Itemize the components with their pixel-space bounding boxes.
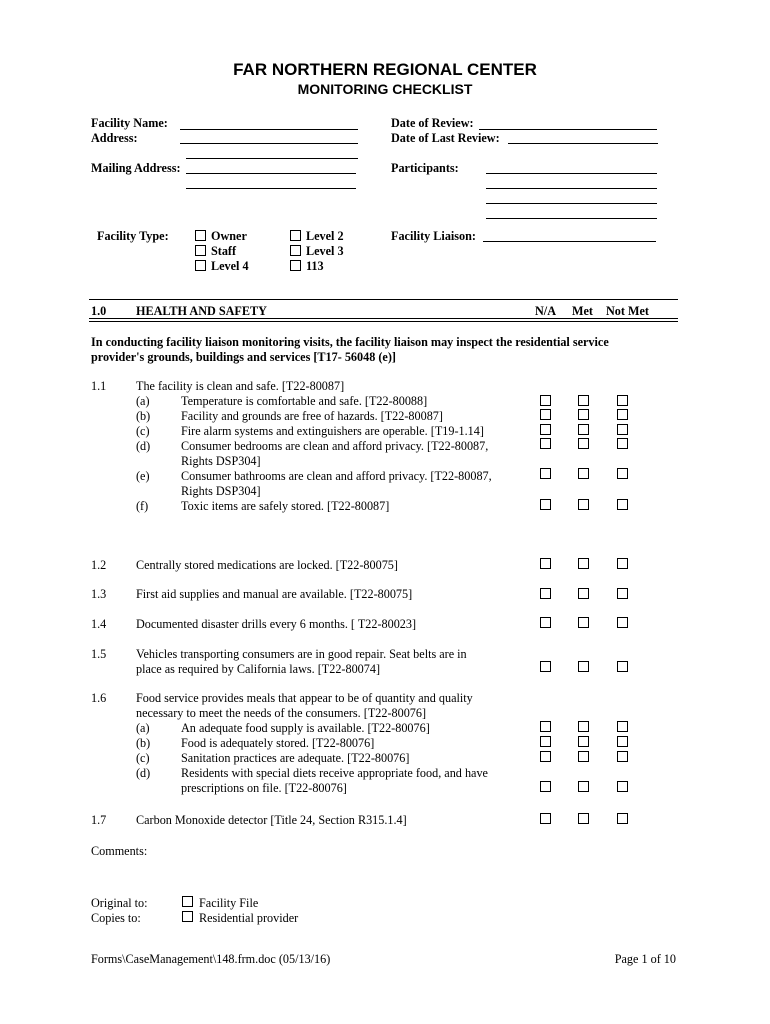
item-1-7-number: 1.7 — [91, 813, 107, 827]
level-3-checkbox[interactable] — [290, 245, 301, 256]
item-1-1a-na-checkbox[interactable] — [540, 395, 551, 406]
item-1-6b-met-checkbox[interactable] — [578, 736, 589, 747]
item-1-6a-text: An adequate food supply is available. [T22-80076] — [181, 721, 430, 735]
date-of-review-field[interactable] — [479, 129, 657, 130]
item-1-2-not-met-checkbox[interactable] — [617, 558, 628, 569]
item-1-1b-letter: (b) — [136, 409, 151, 423]
address-field[interactable] — [180, 143, 358, 144]
item-1-6a-met-checkbox[interactable] — [578, 721, 589, 732]
participants-field-2[interactable] — [486, 188, 657, 189]
item-1-6a-not-met-checkbox[interactable] — [617, 721, 628, 732]
item-1-6d-met-checkbox[interactable] — [578, 781, 589, 792]
item-1-6b-not-met-checkbox[interactable] — [617, 736, 628, 747]
item-1-4-number: 1.4 — [91, 617, 107, 631]
item-1-1f-letter: (f) — [136, 499, 149, 513]
item-1-1c-na-checkbox[interactable] — [540, 424, 551, 435]
item-1-1f-not-met-checkbox[interactable] — [617, 499, 628, 510]
participants-field-4[interactable] — [486, 218, 657, 219]
item-1-7-not-met-checkbox[interactable] — [617, 813, 628, 824]
item-1-3-na-checkbox[interactable] — [540, 588, 551, 599]
item-1-1a-met-checkbox[interactable] — [578, 395, 589, 406]
residential-provider-checkbox[interactable] — [182, 911, 193, 922]
level-4-label: Level 4 — [211, 259, 249, 273]
item-1-5-text-line-1: Vehicles transporting consumers are in good repair. Seat belts are in — [136, 647, 467, 661]
owner-label: Owner — [211, 229, 247, 243]
item-1-6d-text-line-1: Residents with special diets receive appropriate food, and have — [181, 766, 488, 780]
item-1-5-text-line-2: place as required by California laws. [T22-80074] — [136, 662, 381, 676]
item-1-5-number: 1.5 — [91, 647, 107, 661]
item-1-1-text: The facility is clean and safe. [T22-80087] — [136, 379, 345, 393]
comments-label: Comments: — [91, 844, 148, 858]
facility-name-label: Facility Name: — [91, 116, 168, 130]
facility-type-label: Facility Type: — [97, 229, 169, 243]
item-1-6c-not-met-checkbox[interactable] — [617, 751, 628, 762]
residential-provider-label: Residential provider — [199, 911, 299, 925]
level-4-checkbox[interactable] — [195, 260, 206, 271]
item-1-6d-not-met-checkbox[interactable] — [617, 781, 628, 792]
item-1-6b-text: Food is adequately stored. [T22-80076] — [181, 736, 375, 750]
item-1-1e-met-checkbox[interactable] — [578, 468, 589, 479]
column-header-met: Met — [572, 304, 593, 318]
item-1-1e-text-line-1: Consumer bathrooms are clean and afford privacy. [T22-80087, — [181, 469, 492, 483]
item-1-4-text: Documented disaster drills every 6 months. [ T22-80023] — [136, 617, 417, 631]
facility-file-checkbox[interactable] — [182, 896, 193, 907]
item-1-6-text-line-2: necessary to meet the needs of the consumers. [T22-80076] — [136, 706, 427, 720]
document-title: FAR NORTHERN REGIONAL CENTER — [233, 60, 537, 79]
form-path: Forms\CaseManagement\148.frm.doc (05/13/16) — [91, 952, 331, 966]
participants-field-1[interactable] — [486, 173, 657, 174]
level-2-checkbox[interactable] — [290, 230, 301, 241]
item-1-7-met-checkbox[interactable] — [578, 813, 589, 824]
item-1-1b-not-met-checkbox[interactable] — [617, 409, 628, 420]
date-of-last-review-label: Date of Last Review: — [391, 131, 500, 145]
item-1-4-na-checkbox[interactable] — [540, 617, 551, 628]
section-top-rule — [89, 299, 678, 300]
owner-checkbox[interactable] — [195, 230, 206, 241]
date-of-last-review-field[interactable] — [508, 143, 658, 144]
item-1-5-met-checkbox[interactable] — [578, 661, 589, 672]
item-1-1f-na-checkbox[interactable] — [540, 499, 551, 510]
item-1-1f-text: Toxic items are safely stored. [T22-80087] — [181, 499, 390, 513]
section-number: 1.0 — [91, 304, 107, 318]
facility-liaison-label: Facility Liaison: — [391, 229, 476, 243]
section-rule-2 — [89, 321, 678, 322]
item-1-1d-letter: (d) — [136, 439, 151, 453]
section-title: HEALTH AND SAFETY — [136, 304, 267, 318]
item-1-1b-text: Facility and grounds are free of hazards. [T22-80087] — [181, 409, 443, 423]
item-1-1d-not-met-checkbox[interactable] — [617, 438, 628, 449]
document-subtitle: MONITORING CHECKLIST — [297, 81, 473, 97]
item-1-1c-letter: (c) — [136, 424, 150, 438]
item-1-2-text: Centrally stored medications are locked. [T22-80075] — [136, 558, 398, 572]
original-to-label: Original to: — [91, 896, 148, 910]
section-rule-1 — [89, 318, 678, 319]
column-header-na: N/A — [535, 304, 556, 318]
item-1-6c-met-checkbox[interactable] — [578, 751, 589, 762]
item-1-6a-letter: (a) — [136, 721, 150, 735]
item-1-1e-text-line-2: Rights DSP304] — [181, 484, 261, 498]
item-1-7-text: Carbon Monoxide detector [Title 24, Section R315.1.4] — [136, 813, 407, 827]
level-3-label: Level 3 — [306, 244, 344, 258]
participants-field-3[interactable] — [486, 203, 657, 204]
mailing-address-field-line-2[interactable] — [186, 188, 356, 189]
type-113-checkbox[interactable] — [290, 260, 301, 271]
item-1-6a-na-checkbox[interactable] — [540, 721, 551, 732]
item-1-1a-text: Temperature is comfortable and safe. [T22-80088] — [181, 394, 428, 408]
section-intro-line-2: provider's grounds, buildings and services [T17- 56048 (e)] — [91, 350, 396, 364]
facility-liaison-field[interactable] — [483, 241, 656, 242]
type-113-label: 113 — [306, 259, 324, 273]
staff-checkbox[interactable] — [195, 245, 206, 256]
item-1-6d-letter: (d) — [136, 766, 151, 780]
column-header-not-met: Not Met — [606, 304, 649, 318]
facility-file-label: Facility File — [199, 896, 259, 910]
item-1-2-number: 1.2 — [91, 558, 107, 572]
participants-label: Participants: — [391, 161, 459, 175]
item-1-1-number: 1.1 — [91, 379, 107, 393]
item-1-4-met-checkbox[interactable] — [578, 617, 589, 628]
item-1-6b-na-checkbox[interactable] — [540, 736, 551, 747]
section-intro-line-1: In conducting facility liaison monitoring visits, the facility liaison may inspect the residential service — [91, 335, 609, 349]
item-1-3-text: First aid supplies and manual are available. [T22-80075] — [136, 587, 413, 601]
item-1-1a-letter: (a) — [136, 394, 150, 408]
item-1-5-na-checkbox[interactable] — [540, 661, 551, 672]
item-1-6-text-line-1: Food service provides meals that appear to be of quantity and quality — [136, 691, 473, 705]
item-1-1d-text-line-2: Rights DSP304] — [181, 454, 261, 468]
item-1-6c-letter: (c) — [136, 751, 150, 765]
item-1-1f-met-checkbox[interactable] — [578, 499, 589, 510]
item-1-6c-text: Sanitation practices are adequate. [T22-80076] — [181, 751, 410, 765]
level-2-label: Level 2 — [306, 229, 344, 243]
facility-name-field[interactable] — [180, 129, 358, 130]
item-1-2-met-checkbox[interactable] — [578, 558, 589, 569]
date-of-review-label: Date of Review: — [391, 116, 474, 130]
item-1-1d-na-checkbox[interactable] — [540, 438, 551, 449]
item-1-6c-na-checkbox[interactable] — [540, 751, 551, 762]
item-1-3-met-checkbox[interactable] — [578, 588, 589, 599]
item-1-1d-text-line-1: Consumer bedrooms are clean and afford privacy. [T22-80087, — [181, 439, 489, 453]
address-field-line-2[interactable] — [186, 158, 358, 159]
item-1-6d-na-checkbox[interactable] — [540, 781, 551, 792]
item-1-1e-not-met-checkbox[interactable] — [617, 468, 628, 479]
item-1-6b-letter: (b) — [136, 736, 151, 750]
item-1-1e-letter: (e) — [136, 469, 150, 483]
item-1-7-na-checkbox[interactable] — [540, 813, 551, 824]
item-1-1b-na-checkbox[interactable] — [540, 409, 551, 420]
item-1-4-not-met-checkbox[interactable] — [617, 617, 628, 628]
staff-label: Staff — [211, 244, 237, 258]
item-1-6-number: 1.6 — [91, 691, 107, 705]
item-1-1a-not-met-checkbox[interactable] — [617, 395, 628, 406]
copies-to-label: Copies to: — [91, 911, 141, 925]
page-number: Page 1 of 10 — [614, 952, 676, 966]
address-label: Address: — [91, 131, 138, 145]
item-1-5-not-met-checkbox[interactable] — [617, 661, 628, 672]
item-1-1c-text: Fire alarm systems and extinguishers are operable. [T19-1.14] — [181, 424, 484, 438]
item-1-1b-met-checkbox[interactable] — [578, 409, 589, 420]
item-1-6d-text-line-2: prescriptions on file. [T22-80076] — [181, 781, 347, 795]
mailing-address-field[interactable] — [186, 173, 356, 174]
mailing-address-label: Mailing Address: — [91, 161, 181, 175]
item-1-3-number: 1.3 — [91, 587, 107, 601]
item-1-1c-not-met-checkbox[interactable] — [617, 424, 628, 435]
item-1-1e-na-checkbox[interactable] — [540, 468, 551, 479]
item-1-2-na-checkbox[interactable] — [540, 558, 551, 569]
item-1-1d-met-checkbox[interactable] — [578, 438, 589, 449]
item-1-1c-met-checkbox[interactable] — [578, 424, 589, 435]
item-1-3-not-met-checkbox[interactable] — [617, 588, 628, 599]
